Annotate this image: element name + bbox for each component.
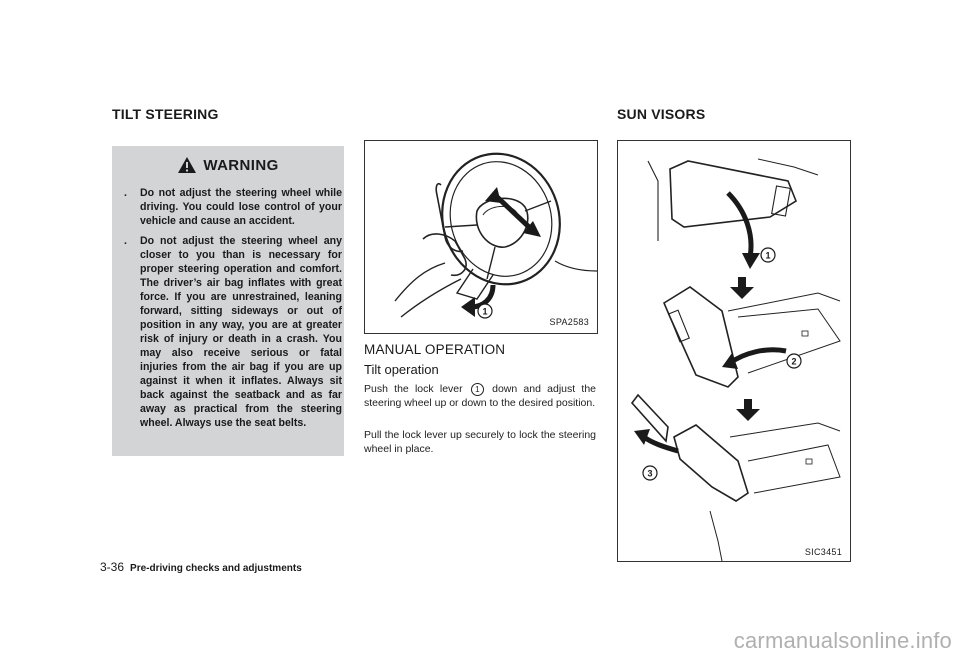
callout-number: 1 (471, 383, 484, 396)
callout-1: 1 (482, 306, 488, 317)
warning-header (112, 152, 344, 178)
warning-list (120, 186, 342, 436)
section-title-sun-visors: SUN VISORS (617, 106, 706, 122)
heading-manual-operation: MANUAL OPERATION (364, 342, 506, 357)
paragraph-2: Pull the lock lever up securely to lock the steering wheel in place. (364, 429, 596, 455)
callout-3: 3 (647, 468, 653, 479)
sun-visor-figure (617, 140, 851, 562)
paragraph-1 (364, 382, 596, 410)
paragraph-1-after: down and adjust the steering wheel up or down to the desired position. (364, 383, 597, 409)
watermark: carmanualsonline.info (733, 628, 952, 653)
warning-item-text: Do not adjust the steering wheel any closer to you than is necessary for proper steering operation and comfort. The driver’s air bag inflates with great force. If you are unrestrained, leaning forward, sitting sideways or out of position in any way, you are at greater risk of injury or death in a crash. You may also receive serious or fatal injuries from the air bag if you are up against it when it inflates. Always sit back against the seatback and as far away as practical from the steering wheel. Always use the seat belts. (140, 235, 342, 429)
sun-visor-illustration (618, 141, 850, 561)
page-footer (100, 560, 302, 574)
steering-wheel-figure (364, 140, 598, 334)
warning-triangle-icon (177, 156, 197, 174)
figure-code: SIC3451 (804, 547, 842, 557)
warning-item (120, 234, 342, 430)
bullet: . (124, 235, 127, 247)
callout-2: 2 (791, 356, 797, 367)
callout-1: 1 (765, 250, 771, 261)
warning-box (112, 146, 344, 456)
chapter-title: Pre-driving checks and adjustments (130, 563, 302, 574)
paragraph-1-before: Push the lock lever (364, 383, 463, 395)
subheading-tilt-operation: Tilt operation (364, 362, 439, 377)
bullet: . (124, 187, 127, 199)
steering-wheel-illustration (365, 141, 597, 333)
figure-code: SPA2583 (549, 317, 589, 327)
warning-item (120, 186, 342, 228)
warning-item-text: Do not adjust the steering wheel while driving. You could lose control of your vehicle and cause an accident. (140, 187, 342, 227)
warning-label: WARNING (203, 156, 279, 174)
page-number: 3-36 (100, 560, 125, 574)
section-title-tilt-steering: TILT STEERING (112, 106, 219, 122)
